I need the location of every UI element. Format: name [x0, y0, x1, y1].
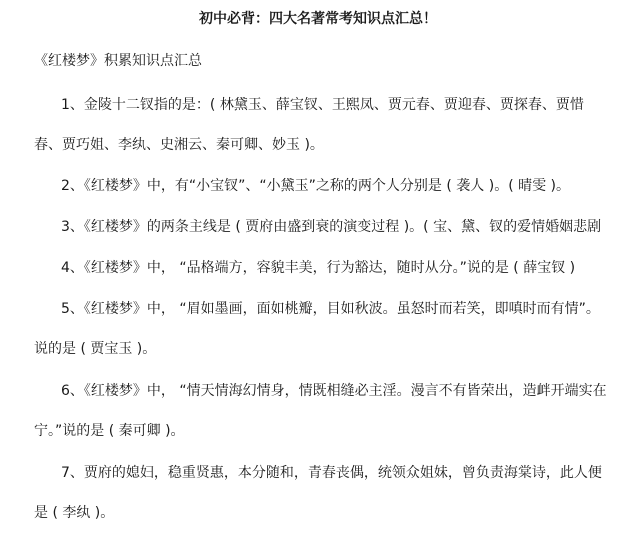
list-item	[34, 463, 600, 523]
list-item	[34, 95, 600, 155]
page-title: 初中必背：四大名著常考知识点汇总！	[199, 11, 437, 27]
item-5-line-1: 5、《红楼梦》中， “眉如墨画，面如桃瓣，目如秋波。虽怒时而若笑，即嗔时而有情”。	[61, 301, 600, 317]
list-item	[34, 381, 607, 441]
item-7-line-2: 是 ( 李纨 )。	[34, 505, 115, 521]
item-6-line-1: 6、《红楼梦》中， “情天情海幻情身，情既相缝必主淫。漫言不有皆荣出，造衅开端实在	[61, 383, 607, 399]
item-1-line-1: 1、金陵十二钗指的是：( 林黛玉、薛宝钗、王熙凤、贾元春、贾迎春、贾探春、贾惜	[61, 97, 584, 113]
item-6-line-2: 宁。”说的是 ( 秦可卿 )。	[34, 423, 185, 439]
section-heading: 《红楼梦》积累知识点汇总	[34, 53, 202, 69]
item-7-line-1: 7、贾府的媳妇，稳重贤惠，本分随和，青春丧偶，统领众姐妹，曾负责海棠诗，此人便	[61, 465, 602, 481]
item-3-line-1: 3、《红楼梦》的两条主线是 ( 贾府由盛到衰的演变过程 )。( 宝、黛、钗的爱情婚姻悲剧	[61, 219, 602, 235]
list-item	[34, 299, 600, 359]
list-item	[34, 258, 600, 278]
item-2-line-1: 2、《红楼梦》中，有“小宝钗”、“小黛玉”之称的两个人分别是 ( 袭人 )。( 晴雯 )。	[61, 178, 571, 194]
item-1-line-2: 春、贾巧姐、李纨、史湘云、秦可卿、妙玉 )。	[34, 137, 324, 153]
item-5-line-2: 说的是 ( 贾宝玉 )。	[34, 341, 157, 357]
list-item	[34, 176, 600, 196]
item-4-line-1: 4、《红楼梦》中， “品格端方，容貌丰美，行为豁达，随时从分。”说的是 ( 薛宝钗 )	[61, 260, 576, 276]
list-item	[34, 217, 600, 237]
